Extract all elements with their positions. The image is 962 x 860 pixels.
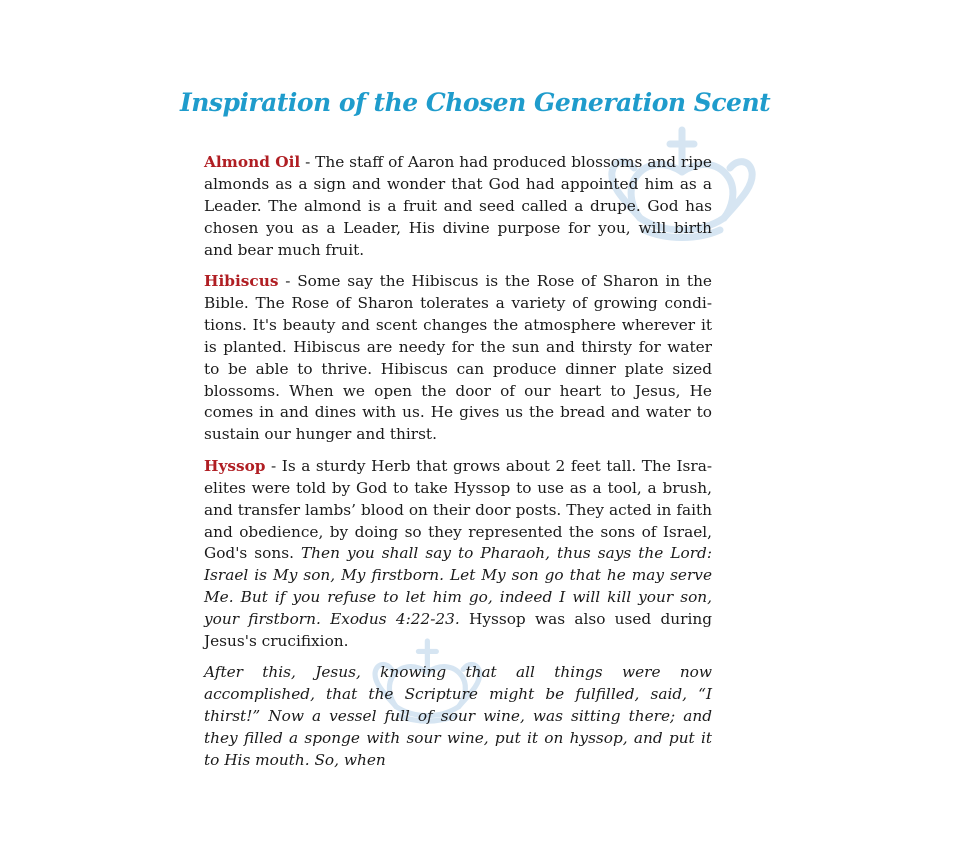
section-text: Some say the Hibiscus is the Rose of Sharon in the Bible. The Rose of Sharon tolerates a variety of growing conditions. It's beauty and scent changes the atmosphere wherever it is planted. Hibiscus are needy for the sun and thirsty for water to be able to thrive. Hibiscus can produce dinner plate sized blossoms. When we open the door of our heart to Jesus, He comes in and dines with us. He gives us the bread and water to sustain our hunger and thirst. <box>204 272 712 444</box>
section-term: Almond Oil <box>204 153 301 171</box>
page-title: Inspiration of the Chosen Generation Scent <box>180 88 771 117</box>
scripture-quote: Then you shall say to Pharaoh, thus says the Lord: Israel is My son, My firstborn. Let My son go that he may serve Me. But if you refuse to let him go, indeed I will kill your son, your firstborn. Exodus 4:22-23. <box>204 544 712 629</box>
section-almond-oil <box>204 152 712 262</box>
section-hyssop <box>204 456 712 653</box>
section-term: Hyssop <box>204 456 266 475</box>
section-separator: - <box>278 272 298 291</box>
section-term: Hibiscus <box>204 272 279 291</box>
closing-scripture-quote: After this, Jesus, knowing that all things were now accomplished, that the Scripture might be fulfilled, said, “I thirst!” Now a vessel full of sour wine, was sitting there; and they filled a sponge with sour wine, put it on hyssop, and put it to His mouth. So, when <box>204 663 712 770</box>
section-separator: - <box>265 456 282 475</box>
section-text-after: Hyssop was also used during Jesus's crucifixion. <box>204 610 713 651</box>
section-text: Is a sturdy Herb that grows about 2 feet tall. The Israelites were told by God to take Hyssop to use as a tool, a brush, and transfer lambs’ blood on their door posts. They acted in faith and obedience, by doing so they represented the sons of Israel, God's sons. <box>204 456 712 563</box>
section-text: The staff of Aaron had produced blossoms and ripe almonds as a sign and wonder that God had appointed him as a Leader. The almond is a fruit and seed called a drupe. God has chosen you as a Leader, His divine purpose for you, will birth and bear much fruit. <box>204 153 712 259</box>
section-hibiscus <box>204 271 712 446</box>
section-separator: - <box>300 153 316 171</box>
document-body <box>204 152 712 781</box>
